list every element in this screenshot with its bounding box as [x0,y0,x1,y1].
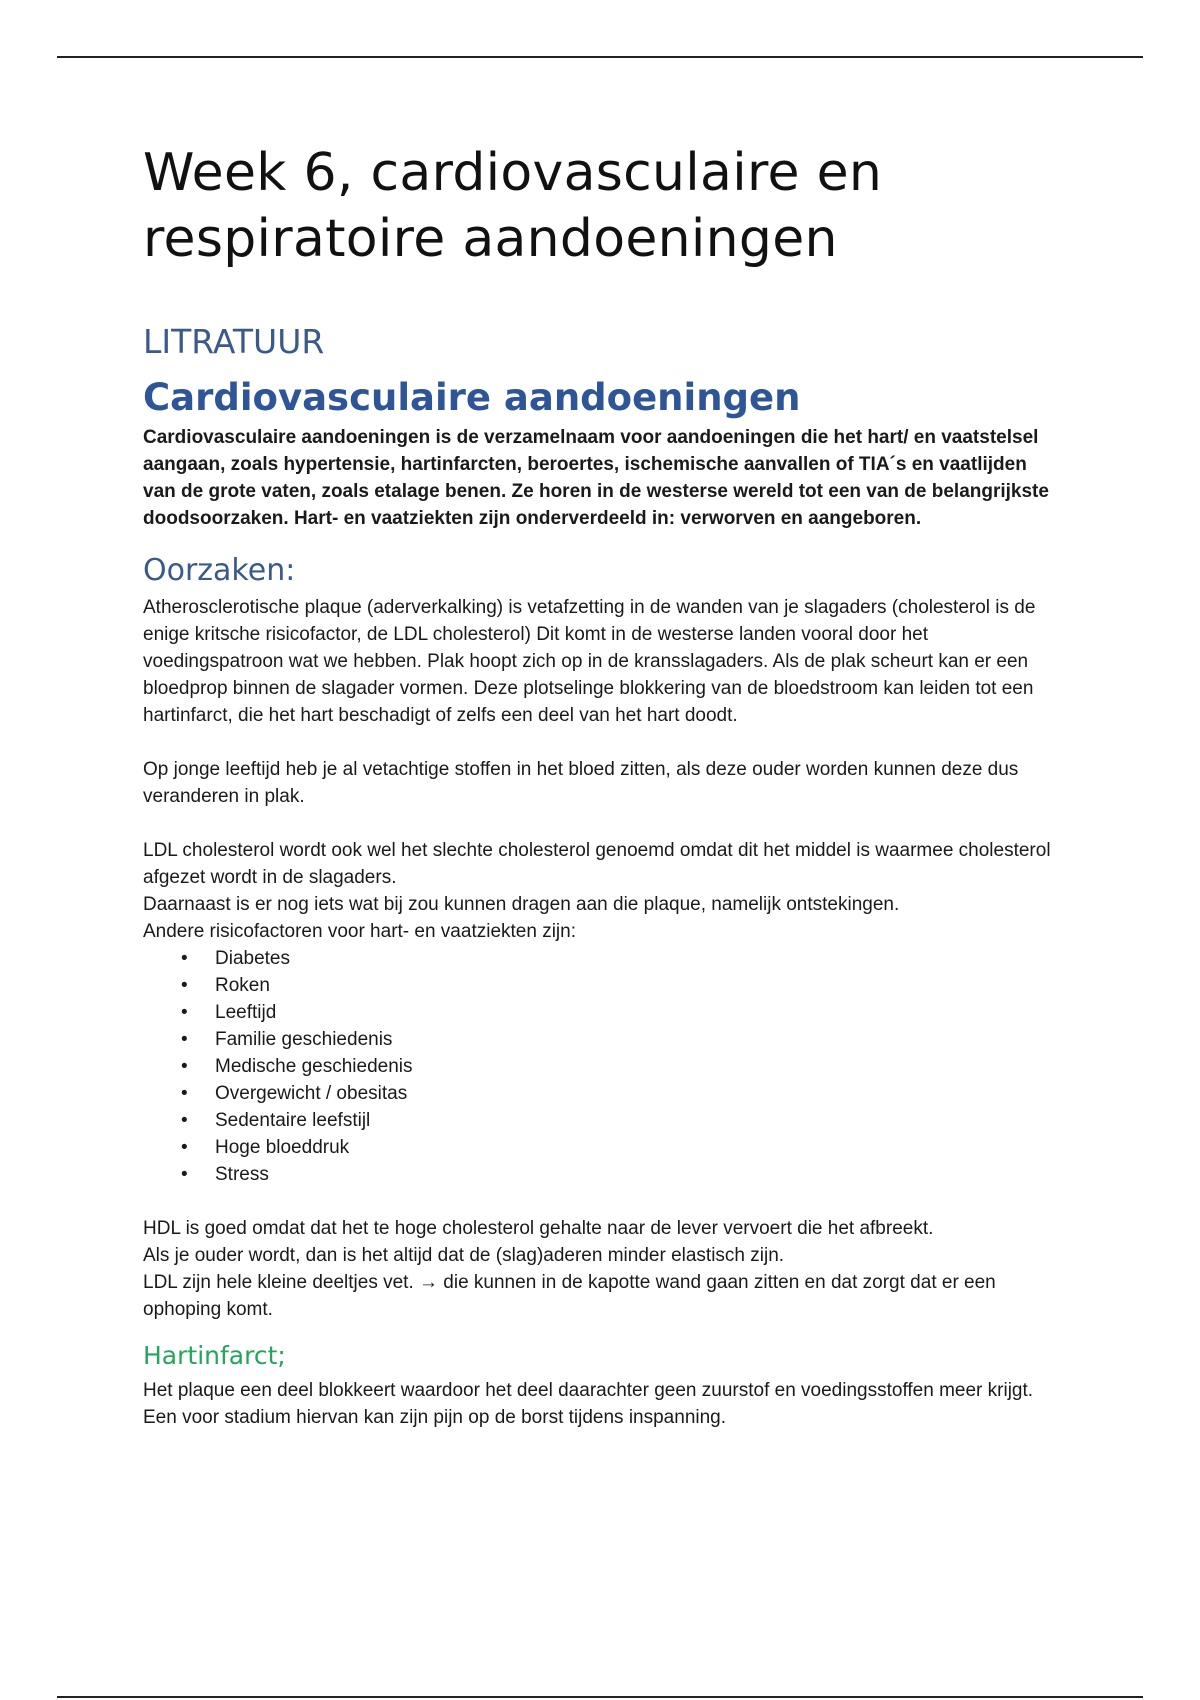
list-item-label: Roken [215,975,270,996]
causes-paragraph-2: Op jonge leeftijd heb je al vetachtige stoffen in het bloed zitten, als deze ouder worden kunnen deze dus veranderen in plak. [143,759,1019,807]
bullet-icon: • [181,1056,188,1077]
title-line-2: respiratoire aandoeningen [143,209,838,269]
causes-paragraph-3: LDL cholesterol wordt ook wel het slechte cholesterol genoemd omdat dit het middel is waarmee cholesterol afgezet wordt in de slagaders. [143,840,1051,888]
list-item-label: Sedentaire leefstijl [215,1110,371,1131]
bullet-icon: • [181,975,188,996]
hdl-paragraph-2: Als je ouder wordt, dan is het altijd dat de (slag)aderen minder elastisch zijn. [143,1245,785,1266]
list-item-label: Medische geschiedenis [215,1056,413,1077]
list-item [181,1080,1063,1107]
list-item [181,1134,1063,1161]
paragraph-spacer [143,810,1063,837]
bullet-icon: • [181,948,188,969]
list-item-label: Stress [215,1164,269,1185]
causes-paragraph-5: Andere risicofactoren voor hart- en vaatziekten zijn: [143,921,576,942]
list-item-label: Overgewicht / obesitas [215,1083,408,1104]
list-item [181,1161,1063,1188]
infarct-paragraph: Het plaque een deel blokkeert waardoor het deel daarachter geen zuurstof en voedingsstoffen meer krijgt. Een voor stadium hiervan kan zijn pijn op de borst tijdens inspanning. [143,1380,1034,1428]
infarct-heading: Hartinfarct; [143,1341,286,1370]
document-body [143,140,1063,1431]
paragraph-spacer [143,1188,1063,1215]
bullet-icon: • [181,1164,188,1185]
list-item-label: Diabetes [215,948,290,969]
document-title [143,140,1063,272]
risk-factor-list [143,945,1063,1188]
paragraph-spacer [143,729,1063,756]
section-heading: Cardiovasculaire aandoeningen [143,376,801,419]
list-item-label: Hoge bloeddruk [215,1137,350,1158]
intro-paragraph: Cardiovasculaire aandoeningen is de verzamelnaam voor aandoeningen die het hart/ en vaatstelsel aangaan, zoals hypertensie, hartinfarcten, beroertes, ischemische aanvallen of TIA´s en vaatlijden van de grote vaten, zoals etalage benen. Ze horen in de westerse wereld tot een van de belangrijkste doodsoorzaken. Hart- en vaatziekten zijn onderverdeeld in: verworven en aangeboren. [143,427,1049,529]
causes-heading: Oorzaken: [143,553,296,588]
list-item-label: Leeftijd [215,1002,277,1023]
list-item [181,945,1063,972]
list-item [181,999,1063,1026]
footer-rule [57,1696,1143,1698]
list-item-label: Familie geschiedenis [215,1029,393,1050]
causes-paragraph-1: Atherosclerotische plaque (aderverkalking) is vetafzetting in de wanden van je slagaders (cholesterol is de enige kritsche risicofactor, de LDL cholesterol) Dit komt in de westerse landen vooral door het voedingspatroon wat we hebben. Plak hoopt zich op in de kransslagaders. Als de plak scheurt kan er een bloedprop binnen de slagader vormen. Deze plotselinge blokkering van de bloedstroom kan leiden tot een hartinfarct, die het hart beschadigt of zelfs een deel van het hart doodt. [143,597,1036,726]
bullet-icon: • [181,1029,188,1050]
bullet-icon: • [181,1110,188,1131]
causes-paragraph-4: Daarnaast is er nog iets wat bij zou kunnen dragen aan die plaque, namelijk ontstekingen. [143,894,900,915]
list-item [181,1107,1063,1134]
hdl-paragraph-3: LDL zijn hele kleine deeltjes vet. → die kunnen in de kapotte wand gaan zitten en dat zorgt dat er een ophoping komt. [143,1272,996,1320]
list-item [181,972,1063,999]
hdl-paragraph-1: HDL is goed omdat dat het te hoge cholesterol gehalte naar de lever vervoert die het afbreekt. [143,1218,934,1239]
bullet-icon: • [181,1083,188,1104]
header-rule [57,56,1143,58]
list-item [181,1053,1063,1080]
bullet-icon: • [181,1002,188,1023]
title-line-1: Week 6, cardiovasculaire en [143,143,883,203]
bullet-icon: • [181,1137,188,1158]
list-item [181,1026,1063,1053]
literature-heading: LITRATUUR [143,322,325,361]
